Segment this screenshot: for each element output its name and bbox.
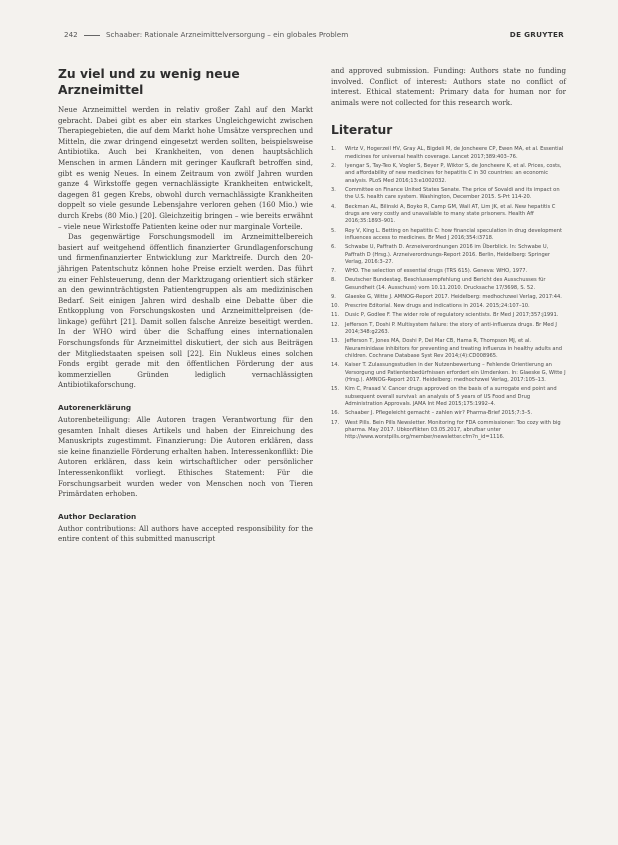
reference-list	[331, 146, 566, 441]
autorenerklaerung-text: Autorenbeteiligung: Alle Autoren tragen Verantwortung für den gesamten Inhalt dieses Artikels und haben der Einreichung des Manuskripts zugestimmt. Finanzierung: Die Autoren erklären, dass sie keine finanzielle Förderung erhalten haben. Interessenkonflikt: Die Autoren erklären, dass kein wirtschaftlicher oder persönlicher Interessenkonflikt vorliegt. Ethisches Statement: Für die Forschungsarbeit wurden weder von Menschen noch von Tieren Primärdaten erhoben.	[58, 415, 313, 499]
reference-number: 11.	[331, 312, 340, 319]
reference-text: Jefferson T, Doshi P. Multisystem failure: the story of anti-influenza drugs. Br Med J 2014;348:g2263.	[345, 321, 557, 336]
reference-text: Jefferson T, Jones MA, Doshi P, Del Mar CB, Hama R, Thompson MJ, et al. Neuraminidase inhibitors for preventing and treating influenza in healthy adults and children. Cochrane Database Syst Rev 2014;(4):CD008965.	[345, 338, 563, 360]
reference-text: Roy V, King L. Betting on hepatitis C: how financial speculation in drug development influences access to medicines. Br Med J 2016;354:i3718.	[345, 227, 562, 242]
reference-number: 16.	[331, 410, 340, 417]
reference-number: 3.	[331, 187, 336, 193]
reference-item	[331, 277, 566, 292]
reference-text: Wirtz V, Hogerzeil HV, Gray AL, Bigdeli M, de Joncheere CP, Ewen MA, et al. Essential medicines for universal health coverage. Lancet 2017;389:403–76.	[345, 146, 564, 160]
reference-item	[331, 244, 566, 266]
reference-item	[331, 322, 566, 337]
reference-number: 10.	[331, 303, 340, 310]
reference-item	[331, 163, 566, 185]
left-column	[58, 66, 313, 545]
reference-text: Kim C, Prasad V. Cancer drugs approved on the basis of a surrogate end point and subsequent overall survival: an analysis of 5 years of US Food and Drug Administration Approvals. JAMA Int Med 2015;175:1992–4.	[345, 386, 557, 408]
reference-item	[331, 410, 566, 417]
reference-item	[331, 362, 566, 384]
reference-number: 6.	[331, 244, 336, 251]
reference-text: West Pills. Bein Pills Newsletter. Monitoring for FDA commissioner: Too cozy with big pharma. May 2017. Ubkonflikten 03.05.2017, abrufbar unter http://www.worstpills.org/member/newsletter.cfm?n_id=1116.	[345, 419, 561, 441]
reference-number: 13.	[331, 338, 340, 345]
page-number: 242	[64, 30, 78, 39]
reference-text: Deutscher Bundestag. Beschlussempfehlung und Bericht des Ausschusses für Gesundheit (14. Ausschuss) vom 10.11.2010. Drucksache 17/3698, S. 52.	[345, 277, 546, 291]
reference-text: Iyengar S, Tay-Teo K, Vogler S, Beyer P, Wiktor S, de Joncheere K, et al. Prices, costs, and affordability of new medicines for hepatitis C in 30 countries: an economic analysis. PLoS Med 2016;13:e1002032.	[345, 162, 562, 184]
author-declaration-text: Author contributions: All authors have accepted responsibility for the entire content of this submitted manuscript	[58, 523, 313, 544]
reference-text: Committee on Finance United States Senate. The price of Sovaldi and its impact on the U.S. health care system. Washington, December 2015. S-Prt 114-20.	[345, 187, 560, 201]
declaration-continued: and approved submission. Funding: Authors state no funding involved. Conflict of interest: Authors state no conflict of interest. Ethical statement: Primary data for human nor for animals were not collected for this research work.	[331, 66, 566, 107]
autorenerklaerung-heading: Autorenerklärung	[58, 403, 132, 413]
reference-number: 8.	[331, 277, 336, 284]
reference-item	[331, 338, 566, 360]
reference-item	[331, 146, 566, 161]
running-title: Schaaber: Rationale Arzneimittelversorgung – ein globales Problem	[106, 30, 349, 39]
reference-number: 1.	[331, 146, 336, 153]
reference-number: 7.	[331, 268, 336, 275]
reference-text: Glaeske G, Witte J. AMNOG-Report 2017. Heidelberg: medhochzwei Verlag, 2017:44.	[345, 294, 562, 301]
reference-text: Schwabe U, Paffrath D. Arzneiverordnungen 2016 im Überblick. In: Schwabe U, Paffrath D (Hrsg.). Arzneiverordnungs-Report 2016. Berlin, Heidelberg: Springer Verlag, 2016:3–27.	[345, 244, 551, 266]
reference-number: 17.	[331, 419, 340, 426]
literatur-heading: Literatur	[331, 123, 393, 138]
running-header	[64, 30, 564, 44]
reference-item	[331, 312, 566, 319]
reference-item	[331, 187, 566, 202]
reference-number: 15.	[331, 386, 340, 393]
reference-item	[331, 303, 566, 310]
reference-number: 2.	[331, 162, 336, 169]
reference-number: 12.	[331, 321, 340, 328]
reference-number: 4.	[331, 203, 336, 210]
reference-number: 14.	[331, 362, 340, 369]
reference-text: Dusic P, Godlee F. The wider role of regulatory scientists. Br Med J 2017;357:j1991.	[345, 312, 559, 319]
reference-item	[331, 294, 566, 301]
reference-item	[331, 204, 566, 226]
reference-number: 9.	[331, 294, 336, 301]
reference-item	[331, 268, 566, 275]
reference-text: Schaaber J. Pflegeleicht gemacht – zahlen wir? Pharma-Brief 2015;7:3–5.	[345, 410, 533, 417]
reference-item	[331, 420, 566, 442]
author-declaration-heading: Author Declaration	[58, 511, 137, 521]
paragraph-1: Neue Arzneimittel werden in relativ großer Zahl auf den Markt gebracht. Dabei gibt es aber ein starkes Ungleichgewicht zwischen Therapiegebieten, die auf dem Markt hohe Umsätze versprechen und Mitteln, die zwar dringend eingesetzt werden sollten, beispielsweise Antibiotika. Auch bei Krankheiten, von denen hauptsächlich Menschen in armen Ländern mit geringer Kaufkraft betroffen sind, gibt es wenig Neues. In einem Zeitraum von zwölf Jahren wurden ganze 4 Wirkstoffe gegen vernachlässigte Krankheiten entwickelt, dagegen 81 gegen Krebs, obwohl durch vernachlässigte Krankheiten doppelt so viele gesunde Lebensjahre verloren gehen (160 Mio.) wie durch Krebs (80 Mio.) [20]. Gleichzeitig bringen – wie bereits erwähnt – viele neue Wirkstoffe Patienten keine oder nur marginale Vorteile.	[58, 105, 313, 231]
reference-item	[331, 386, 566, 408]
reference-number: 5.	[331, 227, 336, 234]
publisher-logo: DE GRUYTER	[509, 30, 564, 39]
reference-item	[331, 228, 566, 243]
reference-text: Beckman AL, Bilinski A, Boyko R, Camp GM, Wall AT, Lim JK, et al. New hepatitis C drugs are very costly and unavailable to many state prisoners. Health Aff 2016;35:1893–901.	[345, 203, 556, 225]
reference-text: WHO. The selection of essential drugs (TRS 615). Geneva: WHO, 1977.	[345, 268, 528, 275]
reference-text: Prescrire Editorial. New drugs and indications in 2014. 2015;24:107–10.	[345, 303, 530, 310]
header-dash	[84, 35, 100, 36]
paragraph-2: Das gegenwärtige Forschungsmodell im Arzneimittelbereich basiert auf weitgehend öffentlich finanzierter Grundlagenforschung und firmenfinanzierter Entwicklung zur Marktreife. Durch den 20-jährigen Patentschutz können hohe Preise erzielt werden. Das führt zu einer Fehlsteuerung, denn der Marktzugang orientiert sich stärker an den gewinnträchtigsten Patientengruppen als am medizinischen Bedarf. Seit einigen Jahren wird deshalb eine Debatte über die Entkopplung von Forschungskosten und Arzneimittelpreisen (de-linkage) geführt [21]. Damit sollen falsche Anreize beseitigt werden. In der WHO wird über die Schaffung eines internationalen Forschungsfonds für Arzneimittel diskutiert, der sich aus Beiträgen der Mitgliedstaaten speisen soll [22]. Ein Nukleus eines solchen Fonds ergibt gerade mit den öffentlichen Förderung der aus kommerziellen Gründen lediglich vernachlässigten Antibiotikaforschung.	[58, 232, 313, 390]
right-column	[331, 66, 566, 444]
section-heading: Zu viel und zu wenig neue Arzneimittel	[58, 67, 240, 97]
reference-text: Kaiser T. Zulassungsstudien in der Nutzenbewertung – Fehlende Orientierung an Versorgung und Patientenbedürfnissen erfordert ein Umdenken. In: Glaeske G, Witte J (Hrsg.). AMNOG-Report 2017. Heidelberg: medhochzwei Verlag, 2017:105–13.	[345, 362, 566, 384]
